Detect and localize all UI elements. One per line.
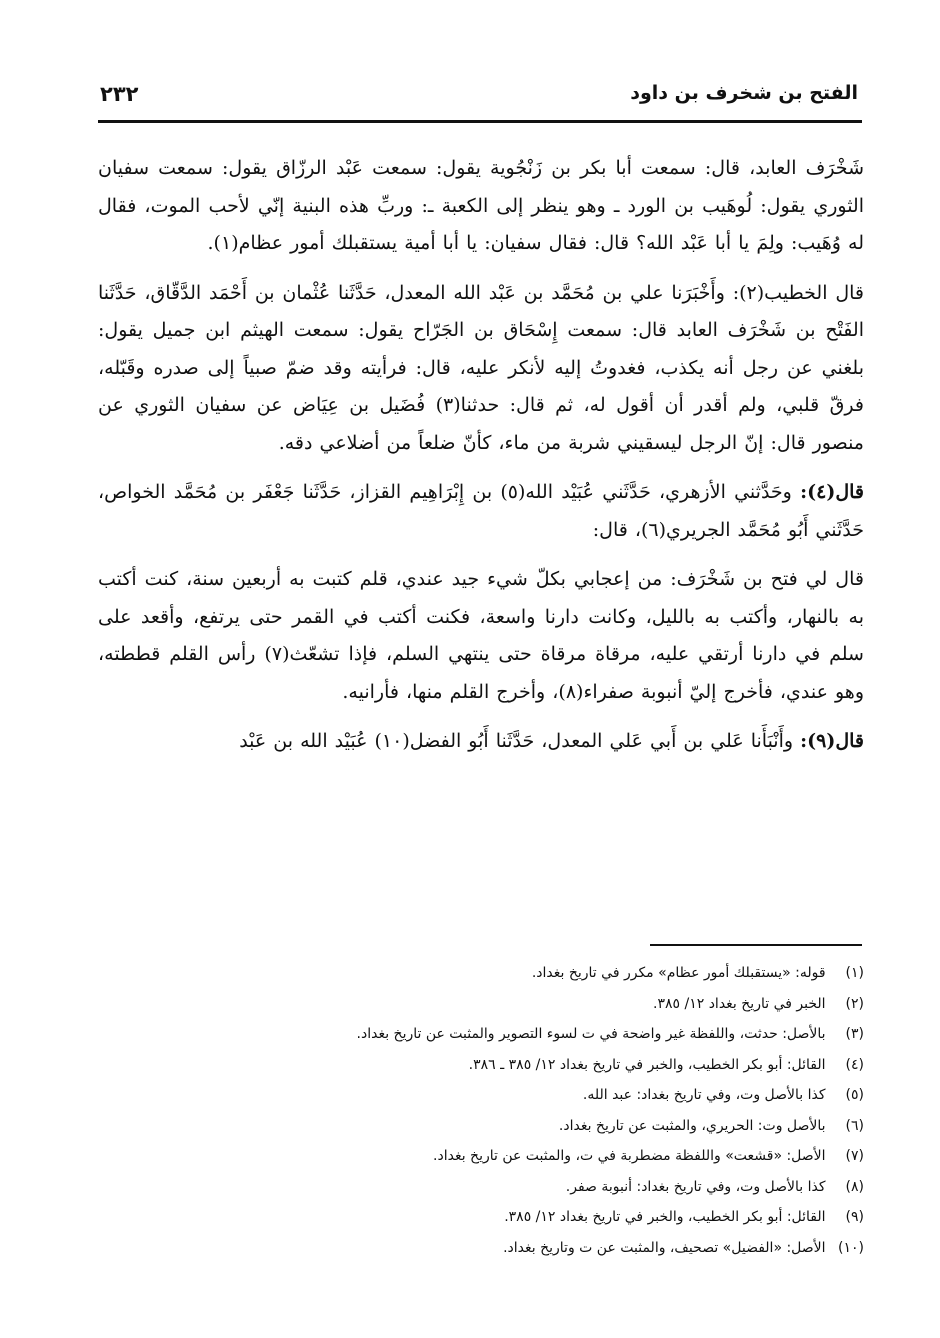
footnote-text: الخبر في تاريخ بغداد ١٢/ ٣٨٥. bbox=[653, 995, 826, 1012]
footnote bbox=[180, 989, 864, 1020]
footnote-text: بالأصل: حدثت، واللفظة غير واضحة في ت لسوء التصوير والمثبت عن تاريخ بغداد. bbox=[356, 1026, 826, 1042]
footnote-number: (١) bbox=[845, 965, 864, 981]
footnote-text: الأصل: «الفضيل» تصحيف، والمثبت عن ت وتاريخ بغداد. bbox=[503, 1239, 826, 1256]
footnote-number: (٧) bbox=[845, 1148, 864, 1164]
footnote-number: (٢) bbox=[845, 995, 864, 1012]
footnote-text: كذا بالأصل وت، وفي تاريخ بغداد: أنبوبة صفر. bbox=[565, 1178, 826, 1195]
footnote-rule bbox=[650, 944, 862, 946]
footnote bbox=[180, 1080, 864, 1111]
paragraph-3 bbox=[98, 474, 864, 549]
paragraph-text: وأَنْبَأَنا عَلي بن أَبي عَلي المعدل، حَدَّثَنا أَبُو الفضل(١٠) عُبَيْد الله بن عَبْد bbox=[239, 730, 801, 752]
footnote-number: (٨) bbox=[845, 1178, 864, 1195]
header-rule bbox=[98, 120, 862, 123]
footnote bbox=[180, 1202, 864, 1233]
page-number: ٢٣٢ bbox=[100, 82, 139, 106]
footnote-number: (٥) bbox=[845, 1087, 864, 1103]
footnote bbox=[180, 958, 864, 989]
footnote-text: كذا بالأصل وت، وفي تاريخ بغداد: عبد الله. bbox=[582, 1087, 826, 1103]
paragraph-text: قال الخطيب(٢): وأَخْبَرَنا علي بن مُحَمَّد بن عَبْد الله المعدل، حَدَّثَنا عُثْمان بن أَحْمَد الدَّقّاق، حَدَّثَنا الفَتْح بن شَخْرَف العابد قال: سمعت إِسْحَاق بن الجَرّاح يقول: سمعت الهيثم ابن جميل يقول: بلغني عن رجل أنه يكذب، فغدوتُ إليه لأنكر عليه، قال: فرأيته وقد ضمّ صبياً إلى صدره وقَبّله، فرقّ قلبي، ولم أقدر أن أقول له، ثم قال: حدثنا(٣) فُضَيل بن عِيَاض عن سفيان الثوري عن منصور قال: إنّ الرجل ليسقيني شربة من ماء، كأنّ ضلعاً من أضلاعي دقه. bbox=[98, 281, 865, 454]
paragraph-text: وحَدَّثني الأزهري، حَدَّثَني عُبَيْد الله(٥) بن إِبْرَاهِيم القزاز، حَدَّثَنا جَعْفَر بن مُحَمَّد الخواص، حَدَّثَني أَبُو مُحَمَّد الجريري(٦)، قال: bbox=[98, 481, 864, 541]
footnote-text: القائل: أبو بكر الخطيب، والخبر في تاريخ بغداد ١٢/ ٣٨٥ ـ ٣٨٦. bbox=[468, 1056, 826, 1073]
footnote-number: (١٠) bbox=[838, 1239, 864, 1256]
footnote bbox=[180, 1172, 864, 1203]
footnote bbox=[180, 1050, 864, 1081]
footnote bbox=[180, 1019, 864, 1050]
footnotes bbox=[180, 958, 864, 1263]
footnote-number: (٦) bbox=[845, 1117, 864, 1134]
footnote-number: (٣) bbox=[845, 1026, 864, 1042]
footnote bbox=[180, 1141, 864, 1172]
footnote bbox=[180, 1111, 864, 1142]
paragraph-5 bbox=[98, 723, 864, 761]
paragraph-4 bbox=[98, 561, 864, 711]
paragraph-text: قال لي فتح بن شَخْرَف: من إعجابي بكلّ شيء جيد عندي، قلم كتبت به أربعين سنة، كنت أكتب به بالنهار، وأكتب به بالليل، وكانت دارنا واسعة، فكنت أكتب في القمر حتى يرتفع، وأقعد على سلم في دارنا أرتقي عليه، مرقاة مرقاة حتى ينتهي السلم، فإذا تشعّث(٧) رأس القلم قططته، وهو عندي، فأخرج إليّ أنبوبة صفراء(٨)، وأخرج القلم منها، فأرانيه. bbox=[98, 568, 864, 703]
paragraph-1 bbox=[98, 150, 864, 263]
footnote-number: (٤) bbox=[845, 1056, 864, 1073]
footnote-text: الأصل: «قشعت» واللفظة مضطربة في ت، والمثبت عن تاريخ بغداد. bbox=[433, 1148, 826, 1164]
paragraph-lead: قال(٤): bbox=[800, 481, 864, 503]
footnote-text: بالأصل وت: الحريري، والمثبت عن تاريخ بغداد. bbox=[558, 1117, 826, 1134]
footnote bbox=[180, 1233, 864, 1264]
footnote-text: قوله: «يستقبلك أمور عظام» مكرر في تاريخ بغداد. bbox=[531, 965, 826, 981]
paragraph-2 bbox=[98, 275, 864, 463]
paragraph-text: شَخْرَف العابد، قال: سمعت أبا بكر بن زَنْجُوية يقول: سمعت عَبْد الرزّاق يقول: سمعت سفيان الثوري يقول: لُوهَيب بن الورد ـ وهو ينظر إلى الكعبة ـ: وربِّ هذه البنية إنّي لأحب الموت، فقال له وُهَيب: ولِمَ يا أبا عَبْد الله؟ قال: فقال سفيان: يا أبا أمية يستقبلك أمور عظام(١). bbox=[98, 157, 864, 254]
page-header bbox=[100, 82, 858, 116]
footnote-text: القائل: أبو بكر الخطيب، والخبر في تاريخ بغداد ١٢/ ٣٨٥. bbox=[504, 1209, 826, 1225]
main-text bbox=[98, 150, 864, 761]
footnote-number: (٩) bbox=[845, 1209, 864, 1225]
paragraph-lead: قال(٩): bbox=[800, 730, 864, 752]
running-title: الفتح بن شخرف بن داود bbox=[630, 82, 858, 104]
